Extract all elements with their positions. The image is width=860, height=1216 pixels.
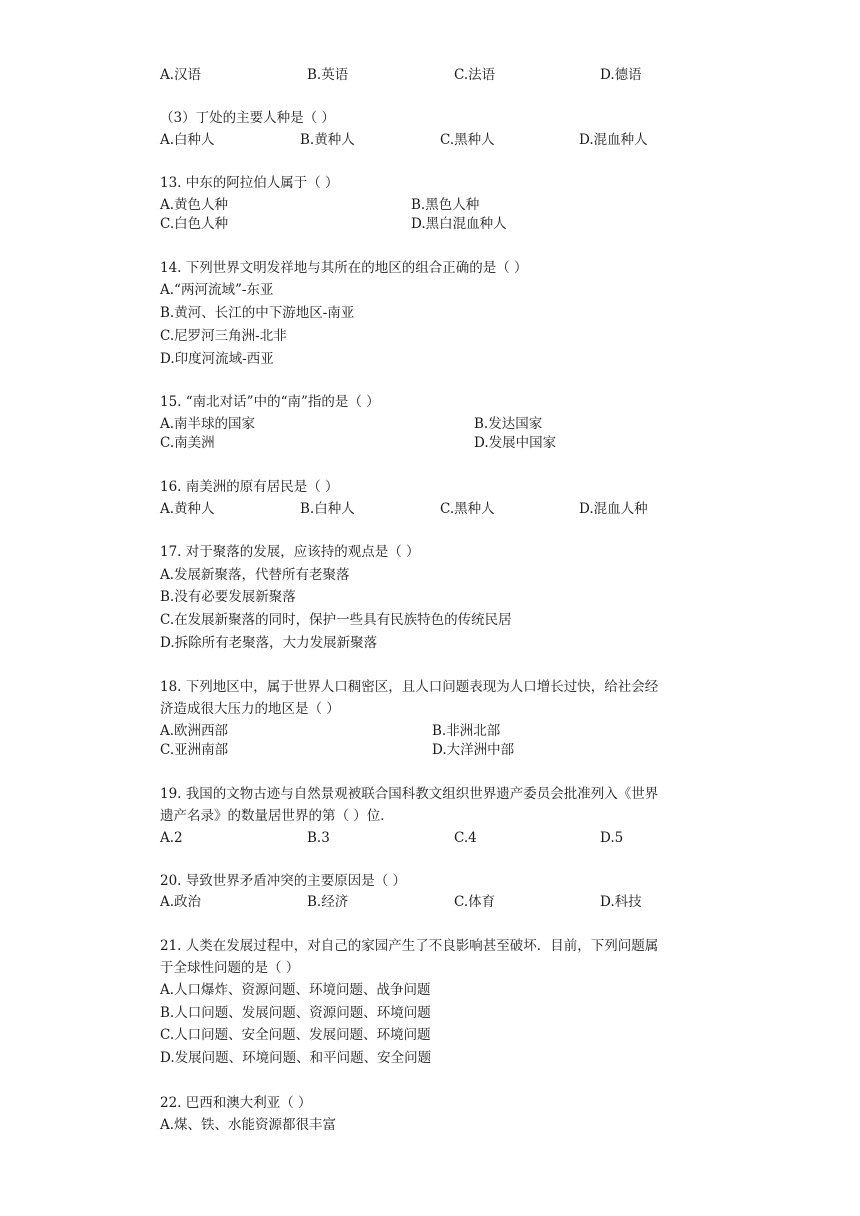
option-text: B.没有必要发展新聚落 <box>160 589 296 605</box>
question-text: 22. 巴西和澳大利亚（ ） <box>160 1095 312 1111</box>
question-text: 20. 导致世界矛盾冲突的主要原因是（ ） <box>160 873 407 889</box>
option-text: D.黑白混血种人 <box>411 216 507 232</box>
question-text: 16. 南美洲的原有居民是（ ） <box>160 479 339 495</box>
question-text: 17. 对于聚落的发展，应该持的观点是（ ） <box>160 544 420 560</box>
option-text: D.印度河流域-西亚 <box>160 351 274 367</box>
option-text: D.拆除所有老聚落，大力发展新聚落 <box>160 635 378 651</box>
option-text: A.黄色人种 <box>160 197 229 213</box>
option-text: C.人口问题、安全问题、发展问题、环境问题 <box>160 1027 431 1043</box>
option-text: A.煤、铁、水能资源都很丰富 <box>160 1117 337 1133</box>
option-text: A.白种人 <box>160 132 215 148</box>
option-text: D.发展中国家 <box>474 435 557 451</box>
option-text: C.体育 <box>454 894 496 910</box>
option-text: C.亚洲南部 <box>160 742 229 758</box>
option-text: C.黑种人 <box>440 132 495 148</box>
option-text: C.法语 <box>454 67 496 83</box>
option-text: B.3 <box>307 830 330 846</box>
question-text: 13. 中东的阿拉伯人属于（ ） <box>160 175 339 191</box>
option-text: A.发展新聚落，代替所有老聚落 <box>160 567 350 583</box>
option-text: B.非洲北部 <box>432 723 501 739</box>
option-text: C.南美洲 <box>160 435 215 451</box>
question-text: 14. 下列世界文明发祥地与其所在的地区的组合正确的是（ ） <box>160 260 528 276</box>
option-text: A.政治 <box>160 894 202 910</box>
option-text: B.白种人 <box>300 501 355 517</box>
option-text: D.混血种人 <box>579 132 648 148</box>
option-text: D.科技 <box>600 894 642 910</box>
option-text: D.5 <box>600 830 624 846</box>
option-text: B.人口问题、发展问题、资源问题、环境问题 <box>160 1005 431 1021</box>
option-text: D.混血人种 <box>579 501 648 517</box>
option-text: B.经济 <box>307 894 349 910</box>
question-text: 18. 下列地区中，属于世界人口稠密区，且人口问题表现为人口增长过快，给社会经 <box>160 679 659 695</box>
option-text: D.德语 <box>600 67 642 83</box>
option-text: A.欧洲西部 <box>160 723 229 739</box>
option-text: C.白色人种 <box>160 216 229 232</box>
option-text: 济造成很大压力的地区是（ ） <box>160 701 340 717</box>
option-text: A.人口爆炸、资源问题、环境问题、战争问题 <box>160 982 431 998</box>
option-text: 于全球性问题的是（ ） <box>160 960 300 976</box>
option-text: C.黑种人 <box>440 501 495 517</box>
option-text: A.黄种人 <box>160 501 215 517</box>
option-text: B.黑色人种 <box>411 197 480 213</box>
option-text: 遗产名录》的数量居世界的第（ ）位． <box>160 808 394 824</box>
option-text: B.黄河、长江的中下游地区-南亚 <box>160 305 355 321</box>
option-text: B.英语 <box>307 67 349 83</box>
question-text: 19. 我国的文物古迹与自然景观被联合国科教文组织世界遗产委员会批准列入《世界 <box>160 786 659 802</box>
option-text: A.南半球的国家 <box>160 416 256 432</box>
option-text: D.大洋洲中部 <box>432 742 515 758</box>
option-text: A.“两河流域”-东亚 <box>160 282 274 298</box>
option-text: B.发达国家 <box>474 416 543 432</box>
option-text: C.4 <box>454 830 477 846</box>
option-text: B.黄种人 <box>300 132 355 148</box>
option-text: D.发展问题、环境问题、和平问题、安全问题 <box>160 1050 432 1066</box>
question-text: 21. 人类在发展过程中，对自己的家园产生了不良影响甚至破坏．目前，下列问题属 <box>160 938 659 954</box>
option-text: A.2 <box>160 830 183 846</box>
question-text: （3）丁处的主要人种是（ ） <box>160 110 335 126</box>
question-text: 15. “南北对话”中的“南”指的是（ ） <box>160 394 380 410</box>
option-text: C.在发展新聚落的同时，保护一些具有民族特色的传统民居 <box>160 612 512 628</box>
option-text: A.汉语 <box>160 67 202 83</box>
option-text: C.尼罗河三角洲-北非 <box>160 328 287 344</box>
